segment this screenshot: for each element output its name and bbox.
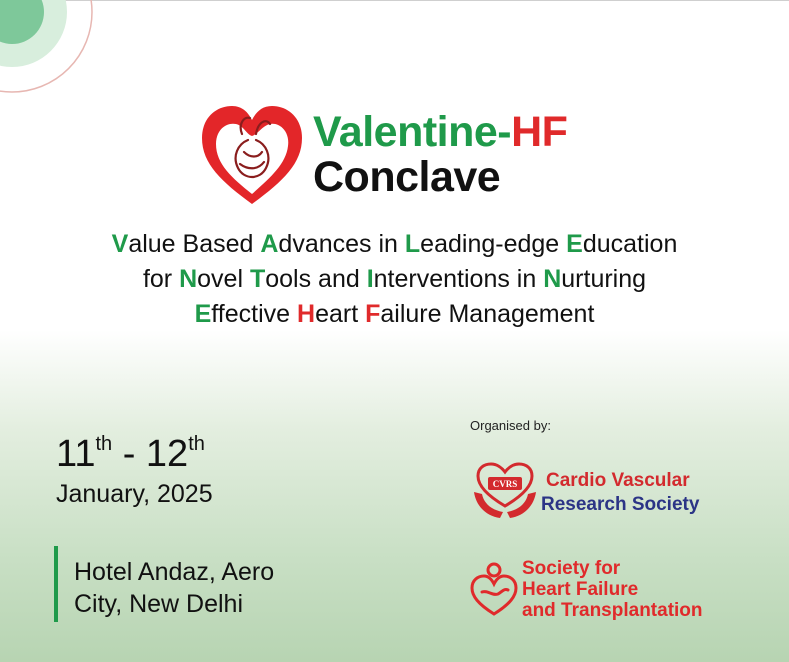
tagline-line2-segment-8: urturing <box>561 265 647 293</box>
tagline-line2-segment-4: ools and <box>265 265 367 293</box>
decorative-circles <box>0 0 110 110</box>
day-2-suffix: th <box>188 433 205 455</box>
tagline-line3-segment-5: ailure Management <box>380 300 595 328</box>
tagline-line1-segment-5: eading-edge <box>420 230 567 258</box>
tagline-line1-segment-4: L <box>404 230 421 258</box>
tagline-line1-segment-7: ducation <box>582 230 678 258</box>
event-month-year: January, 2025 <box>56 480 213 508</box>
venue-line-1: Hotel Andaz, Aero <box>74 558 275 586</box>
cvrs-heart-hands-icon <box>470 462 540 524</box>
tagline-line3-segment-0: E <box>194 300 212 328</box>
top-border <box>0 0 789 1</box>
tagline-line2-segment-1: N <box>179 265 198 293</box>
tagline-line3-segment-4: F <box>365 300 381 328</box>
tagline-line1-segment-6: E <box>566 230 583 258</box>
shft-name-line-3: and Transplantation <box>522 600 703 621</box>
venue-accent-bar <box>54 546 58 622</box>
tagline-line2-segment-2: ovel <box>197 265 250 293</box>
tagline-line1-segment-1: alue Based <box>128 230 261 258</box>
tagline-line2-segment-7: N <box>543 265 562 293</box>
title-part-2: HF <box>511 108 568 156</box>
day-2: 12 <box>145 433 189 475</box>
shft-name-line-2: Heart Failure <box>522 579 639 600</box>
tagline-line1-segment-2: A <box>260 230 279 258</box>
tagline-line-1 <box>40 230 749 259</box>
day-1-suffix: th <box>95 433 113 455</box>
tagline-line2-segment-0: for <box>142 265 180 293</box>
event-dates <box>56 433 205 476</box>
tagline-line1-segment-0: V <box>111 230 129 258</box>
organised-by-label: Organised by: <box>470 418 551 433</box>
cvrs-logo-text: CVRS <box>492 479 518 489</box>
cvrs-name-line-1: Cardio Vascular <box>546 470 690 491</box>
tagline-line2-segment-5: I <box>366 265 374 293</box>
shft-name-line-1: Society for <box>522 558 621 579</box>
tagline-line3-segment-2: H <box>297 300 316 328</box>
tagline-line3-segment-1: ffective <box>211 300 297 328</box>
tagline-line-2 <box>40 265 749 294</box>
day-1: 11 <box>56 433 96 475</box>
cvrs-name-line-2: Research Society <box>541 494 700 515</box>
tagline-line2-segment-3: T <box>249 265 266 293</box>
tagline-line-3 <box>40 300 749 329</box>
shft-heart-figure-icon <box>468 562 520 620</box>
shft-name <box>522 558 703 621</box>
tagline-line3-segment-3: eart <box>315 300 366 328</box>
tagline-line1-segment-3: dvances in <box>278 230 405 258</box>
date-separator: - <box>112 433 146 475</box>
event-venue <box>74 556 274 620</box>
title-line-1 <box>313 108 567 157</box>
title-line-2: Conclave <box>313 153 501 201</box>
heart-logo-icon <box>198 104 306 208</box>
title-part-1: Valentine- <box>313 108 512 156</box>
venue-line-2: City, New Delhi <box>74 590 244 618</box>
tagline-line2-segment-6: nterventions in <box>373 265 544 293</box>
